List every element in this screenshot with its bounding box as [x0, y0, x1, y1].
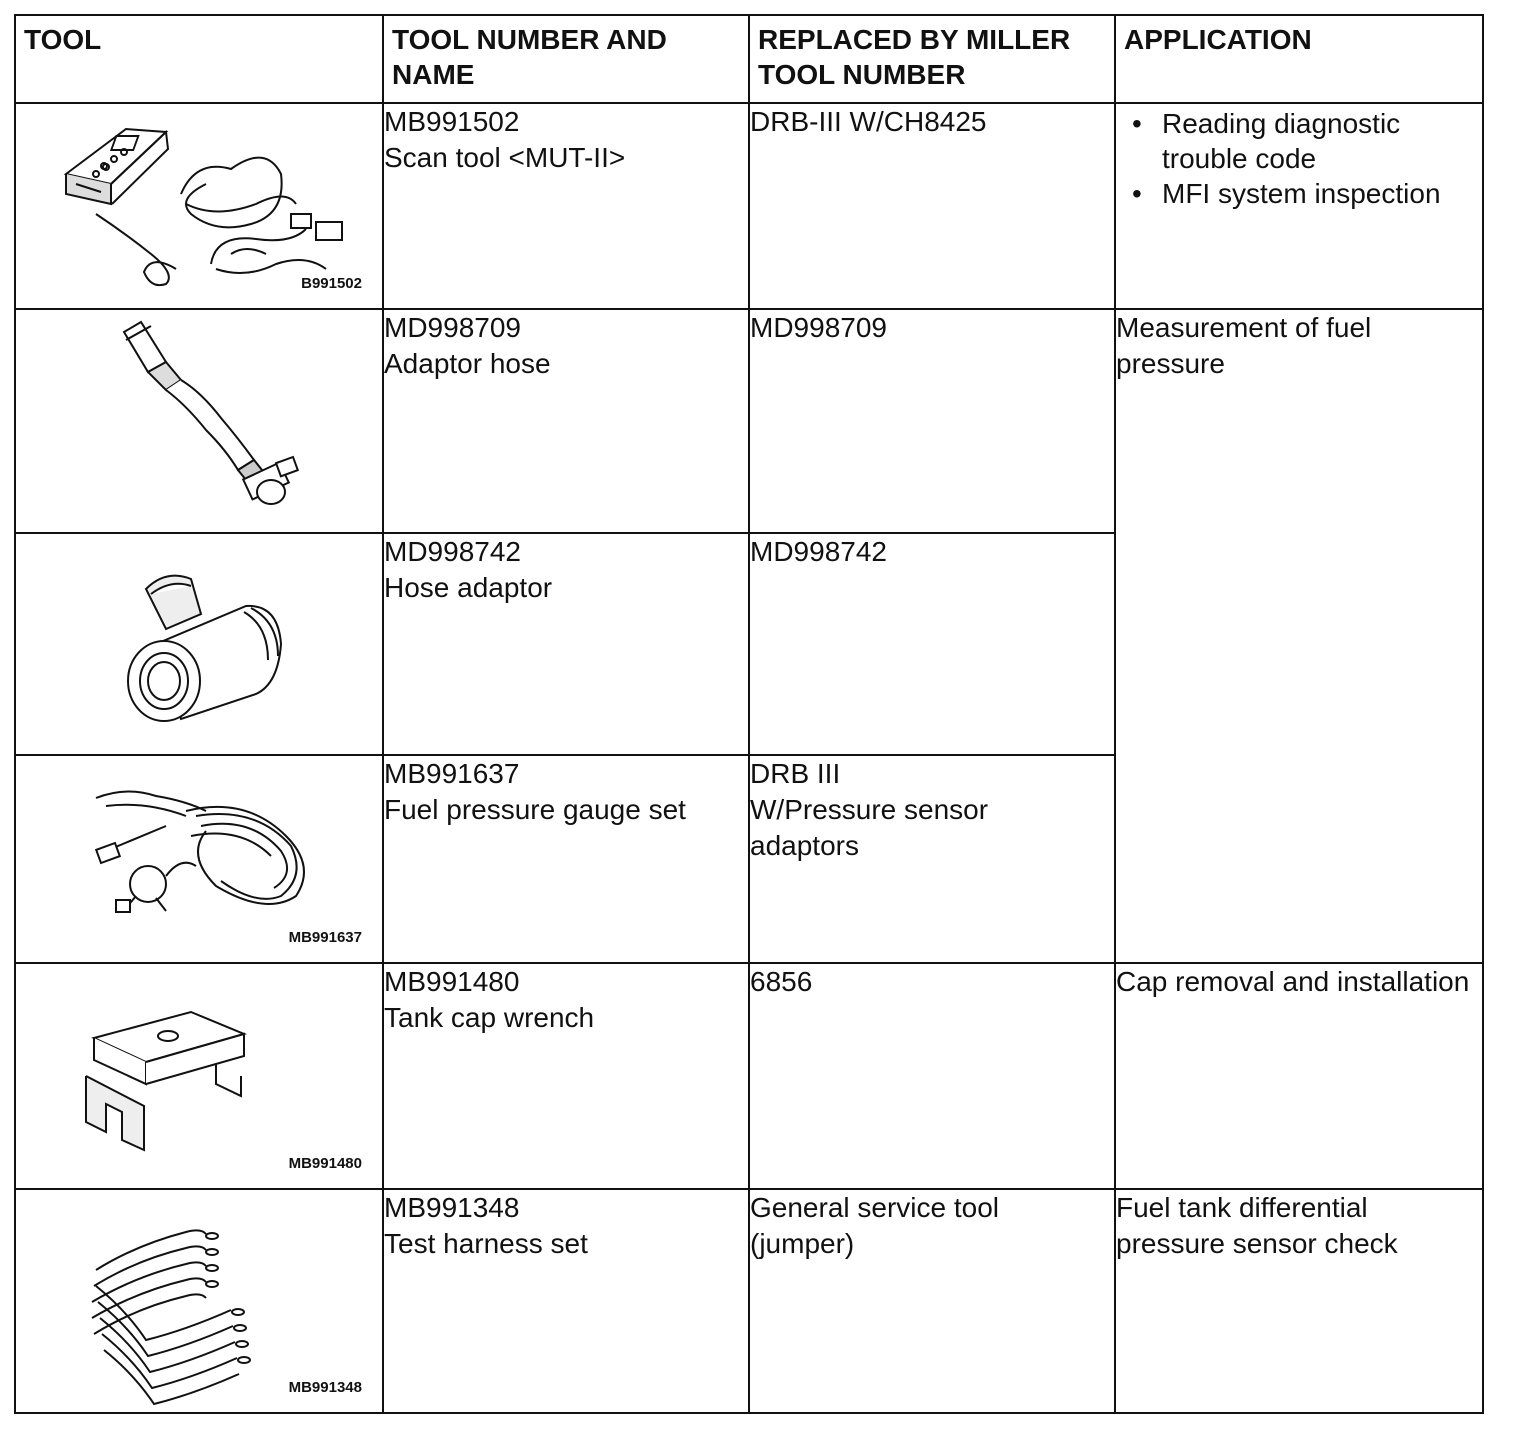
tool-name: Scan tool <MUT-II> — [384, 142, 626, 173]
tool-name: Adaptor hose — [384, 348, 551, 379]
miller-line: adaptors — [750, 830, 859, 861]
tool-image-label: MB991348 — [288, 1379, 362, 1396]
miller-cell — [749, 755, 1115, 963]
tool-image-label: B991502 — [301, 275, 362, 292]
tool-image-cell — [15, 533, 383, 755]
miller-line: General service tool — [750, 1192, 1000, 1223]
application-cell — [1115, 963, 1483, 1189]
miller-cell — [749, 309, 1115, 533]
header-tool-number: TOOL NUMBER AND NAME — [383, 15, 749, 103]
application-cell — [1115, 309, 1483, 963]
tool-name: Fuel pressure gauge set — [384, 794, 686, 825]
table-row — [15, 963, 1483, 1189]
tool-image-cell — [15, 963, 383, 1189]
miller-cell — [749, 1189, 1115, 1413]
tool-image-label: MB991480 — [288, 1155, 362, 1172]
header-row — [15, 15, 1483, 103]
miller-line: (jumper) — [750, 1228, 855, 1259]
tool-number: MD998742 — [384, 536, 521, 567]
tool-name: Test harness set — [384, 1228, 588, 1259]
application-text: Measurement of fuel pressure — [1116, 312, 1372, 379]
hose-adaptor-icon — [16, 534, 380, 754]
special-tools-table — [14, 14, 1484, 1414]
miller-line: W/Pressure sensor — [750, 794, 989, 825]
header-application: APPLICATION — [1115, 15, 1483, 103]
application-list — [1116, 106, 1482, 211]
miller-cell — [749, 963, 1115, 1189]
miller-line: 6856 — [750, 966, 813, 997]
application-item: • MFI system inspection — [1124, 176, 1482, 211]
tool-number-cell — [383, 309, 749, 533]
tool-number: MD998709 — [384, 312, 521, 343]
tool-name: Tank cap wrench — [384, 1002, 595, 1033]
tool-number-cell — [383, 963, 749, 1189]
table-row — [15, 1189, 1483, 1413]
application-item: • Reading diagnostic trouble code — [1124, 106, 1482, 176]
tool-number-cell — [383, 103, 749, 309]
miller-line: DRB-III W/CH8425 — [750, 106, 987, 137]
table-row — [15, 103, 1483, 309]
application-cell — [1115, 103, 1483, 309]
miller-cell — [749, 103, 1115, 309]
header-miller: REPLACED BY MILLER TOOL NUMBER — [749, 15, 1115, 103]
tool-number-cell — [383, 533, 749, 755]
tool-number: MB991637 — [384, 758, 520, 789]
tool-number: MB991502 — [384, 106, 520, 137]
tool-image-label: MB991637 — [288, 929, 362, 946]
tool-image-cell — [15, 309, 383, 533]
tool-number-cell — [383, 1189, 749, 1413]
miller-cell — [749, 533, 1115, 755]
miller-line: DRB III — [750, 758, 841, 789]
tool-number: MB991480 — [384, 966, 520, 997]
header-tool: TOOL — [15, 15, 383, 103]
table-row — [15, 309, 1483, 533]
miller-line: MD998709 — [750, 312, 887, 343]
tool-number-cell — [383, 755, 749, 963]
application-cell — [1115, 1189, 1483, 1413]
miller-line: MD998742 — [750, 536, 887, 567]
tool-image-cell — [15, 755, 383, 963]
tool-name: Hose adaptor — [384, 572, 553, 603]
application-text: Cap removal and installation — [1116, 966, 1470, 997]
tool-image-cell — [15, 103, 383, 309]
tool-image-cell — [15, 1189, 383, 1413]
adaptor-hose-icon — [16, 310, 380, 532]
tool-number: MB991348 — [384, 1192, 520, 1223]
application-text: Fuel tank differential pressure sensor check — [1116, 1192, 1398, 1259]
